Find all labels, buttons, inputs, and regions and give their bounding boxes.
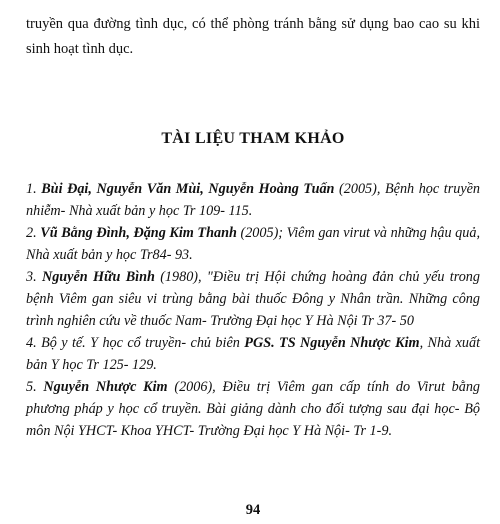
reference-author: Nguyễn Nhược Kim xyxy=(43,379,168,395)
reference-details: , Nhà xuất bản Y học Tr 125- 129. xyxy=(26,335,481,373)
reference-number: 2. xyxy=(26,225,37,241)
reference-number: 3. xyxy=(26,269,37,285)
references-heading: TÀI LIỆU THAM KHẢO xyxy=(161,130,345,147)
reference-details: (1980), "Điều trị Hội chứng hoàng đản chủ yếu trong bệnh Viêm gan siêu vi trùng bằng bài thuốc Đông y Nhân trần. Những công trình nghiên cứu về thuốc Nam- Trường Đại học Y Hà Nội Tr 37- 50 xyxy=(26,269,480,329)
reference-author: Bùi Đại, Nguyễn Văn Mùi, Nguyễn Hoàng Tuấn xyxy=(41,181,335,197)
reference-author: Nguyễn Hữu Bình xyxy=(41,269,155,285)
reference-item xyxy=(26,178,480,222)
reference-author: PGS. TS Nguyễn Nhược Kim xyxy=(244,335,420,351)
intro-line-1: truyền qua đường tình dục, có thể phòng tránh bằng sử dụng bao cao xyxy=(26,16,440,32)
reference-number: 5. xyxy=(26,379,37,395)
reference-list xyxy=(26,178,480,442)
reference-item xyxy=(26,332,480,376)
reference-item xyxy=(26,266,480,332)
reference-details: (2005), Bệnh học truyền nhiễm- Nhà xuất bản y học Tr 109- 115. xyxy=(26,181,481,219)
reference-details: (2006), Điều trị Viêm gan cấp tính do Virut bằng phương pháp y học cổ truyền. Bài giảng dành cho đối tượng sau đại học- Bộ môn Nội YHCT- Khoa YHCT- Trường Đại học Y Hà Nội- Tr 1-9. xyxy=(26,379,481,439)
reference-number: 4. xyxy=(26,335,37,351)
reference-item xyxy=(26,222,480,266)
intro-paragraph xyxy=(26,12,480,62)
reference-details: (2005); Viêm gan virut và những hậu quả, Nhà xuất bản y học Tr84- 93. xyxy=(26,225,481,263)
reference-author: Vũ Bằng Đình, Đặng Kim Thanh xyxy=(40,225,237,241)
reference-number: 1. xyxy=(26,181,37,197)
reference-item xyxy=(26,376,480,442)
page-number: 94 xyxy=(245,502,261,518)
intro-line-2: su khi sinh hoạt tình dục. xyxy=(26,16,480,57)
reference-prefix: Bộ y tế. Y học cổ truyền- chủ biên xyxy=(41,335,240,351)
document-page xyxy=(26,12,481,518)
